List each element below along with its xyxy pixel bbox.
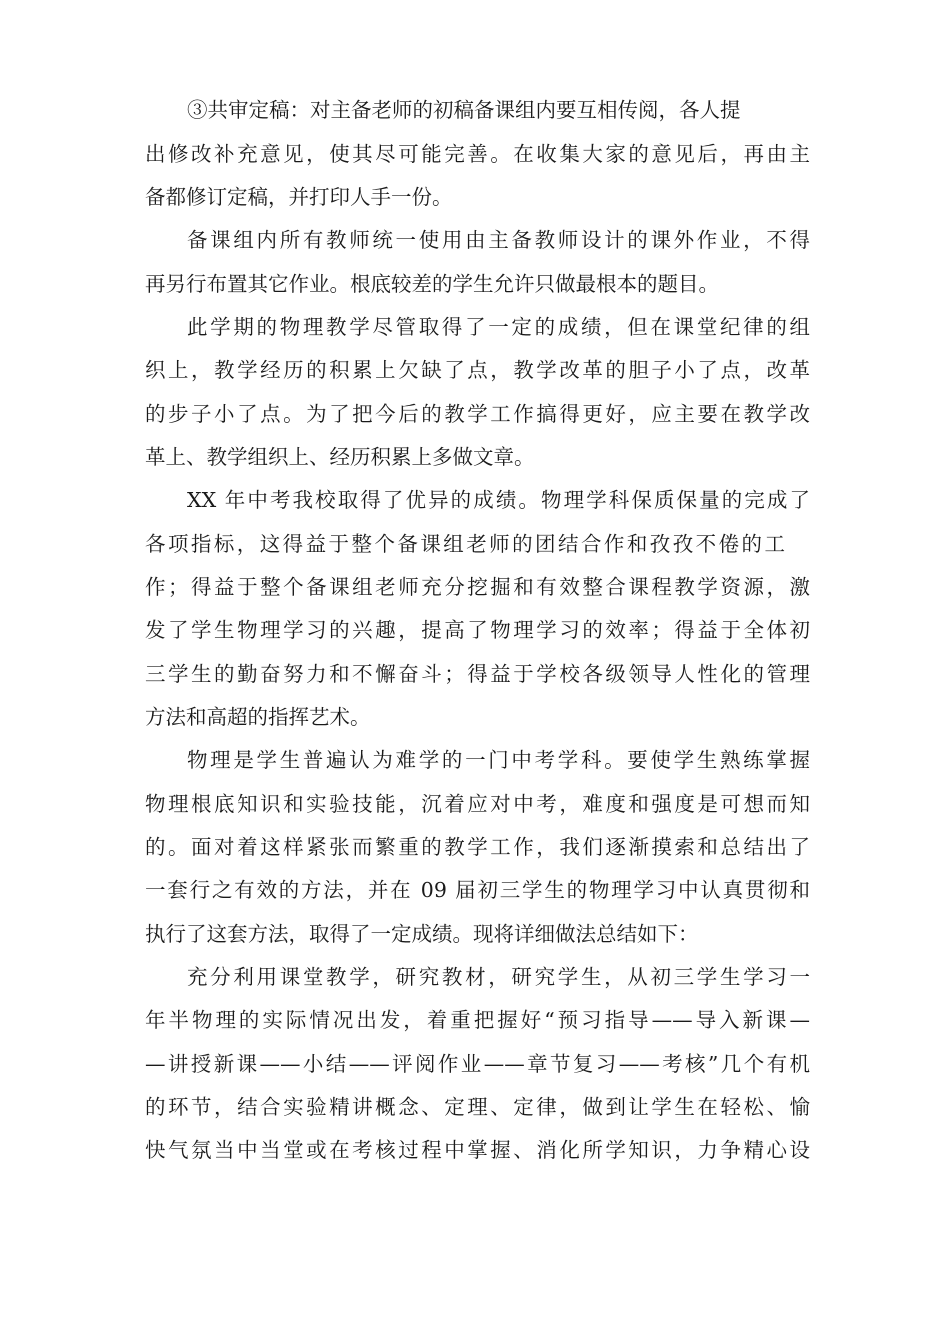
paragraph-1-line-1: ③共审定稿：对主备老师的初稿备课组内要互相传阅，各人提: [187, 98, 741, 122]
paragraph-5-line-3: 的。面对着这样紧张而繁重的教学工作，我们逐渐摸索和总结出了: [145, 835, 810, 859]
paragraph-6-line-5: 快气氛当中当堂或在考核过程中掌握、消化所学知识，力争精心设: [145, 1138, 810, 1162]
paragraph-3-line-3: 的步子小了点。为了把今后的教学工作搞得更好，应主要在教学改: [145, 402, 810, 426]
paragraph-6-line-4: 的环节，结合实验精讲概念、定理、定律，做到让学生在轻松、愉: [145, 1095, 810, 1119]
paragraph-5-line-5: 执行了这套方法，取得了一定成绩。现将详细做法总结如下：: [145, 922, 699, 946]
paragraph-5-line-2: 物理根底知识和实验技能，沉着应对中考，难度和强度是可想而知: [145, 792, 810, 816]
paragraph-4-line-3: 作；得益于整个备课组老师充分挖掘和有效整合课程教学资源，激: [145, 575, 810, 599]
paragraph-5-line-4: 一套行之有效的方法，并在 09 届初三学生的物理学习中认真贯彻和: [145, 878, 810, 902]
paragraph-6-line-2: 年半物理的实际情况出发，着重把握好“预习指导——导入新课—: [145, 1008, 810, 1032]
paragraph-4-line-1: XX 年中考我校取得了优异的成绩。物理学科保质保量的完成了: [187, 488, 810, 512]
paragraph-4-line-6: 方法和高超的指挥艺术。: [145, 705, 371, 729]
paragraph-3-line-2: 织上，教学经历的积累上欠缺了点，教学改革的胆子小了点，改革: [145, 358, 810, 382]
paragraph-3-line-1: 此学期的物理教学尽管取得了一定的成绩，但在课堂纪律的组: [187, 315, 810, 339]
paragraph-4-line-4: 发了学生物理学习的兴趣，提高了物理学习的效率；得益于全体初: [145, 618, 810, 642]
paragraph-6-line-1: 充分利用课堂教学，研究教材，研究学生，从初三学生学习一: [187, 965, 810, 989]
paragraph-4-line-2: 各项指标，这得益于整个备课组老师的团结合作和孜孜不倦的工: [145, 532, 785, 556]
paragraph-6-line-3: —讲授新课——小结——评阅作业——章节复习——考核”几个有机: [145, 1052, 810, 1076]
paragraph-2-line-2: 再另行布置其它作业。根底较差的学生允许只做最根本的题目。: [145, 272, 719, 296]
paragraph-5-line-1: 物理是学生普遍认为难学的一门中考学科。要使学生熟练掌握: [187, 748, 810, 772]
paragraph-3-line-4: 革上、教学组织上、经历积累上多做文章。: [145, 445, 535, 469]
paragraph-4-line-5: 三学生的勤奋努力和不懈奋斗；得益于学校各级领导人性化的管理: [145, 662, 810, 686]
paragraph-1-line-3: 备都修订定稿，并打印人手一份。: [145, 185, 453, 209]
paragraph-1-line-2: 出修改补充意见，使其尽可能完善。在收集大家的意见后，再由主: [145, 142, 810, 166]
paragraph-2-line-1: 备课组内所有教师统一使用由主备教师设计的课外作业，不得: [187, 228, 810, 252]
